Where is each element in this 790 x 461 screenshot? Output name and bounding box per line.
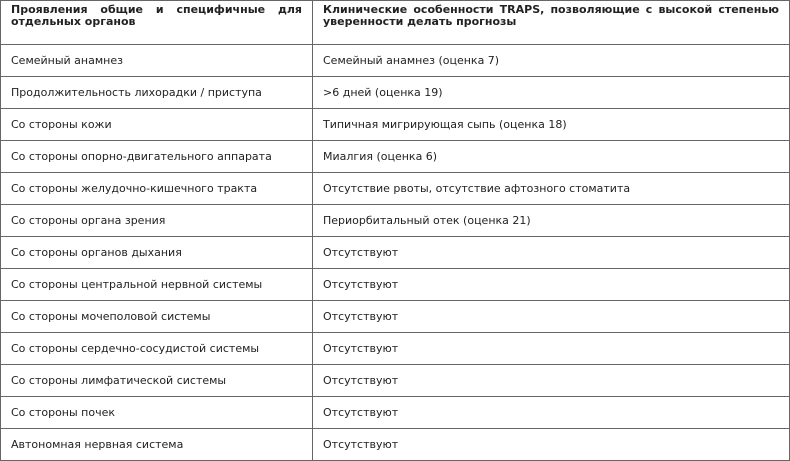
table-row xyxy=(1,333,790,365)
table-row xyxy=(1,45,790,77)
cell-manifestation: Со стороны кожи xyxy=(1,109,313,141)
cell-feature: Отсутствуют xyxy=(313,269,790,301)
cell-feature: Отсутствуют xyxy=(313,397,790,429)
table-row xyxy=(1,301,790,333)
cell-feature: >6 дней (оценка 19) xyxy=(313,77,790,109)
table-row xyxy=(1,269,790,301)
cell-feature: Отсутствуют xyxy=(313,429,790,461)
cell-manifestation: Со стороны органа зрения xyxy=(1,205,313,237)
table-row xyxy=(1,237,790,269)
cell-manifestation: Со стороны лимфатической системы xyxy=(1,365,313,397)
cell-manifestation: Со стороны центральной нервной системы xyxy=(1,269,313,301)
cell-manifestation: Продолжительность лихорадки / приступа xyxy=(1,77,313,109)
header-clinical-features: Клинические особенности TRAPS, позволяющие с высокой степенью уверенности делать прогнозы xyxy=(313,1,790,45)
cell-feature: Отсутствуют xyxy=(313,333,790,365)
table-row xyxy=(1,141,790,173)
cell-manifestation: Автономная нервная система xyxy=(1,429,313,461)
cell-feature: Отсутствуют xyxy=(313,237,790,269)
cell-manifestation: Со стороны мочеполовой системы xyxy=(1,301,313,333)
table-row xyxy=(1,429,790,461)
cell-manifestation: Семейный анамнез xyxy=(1,45,313,77)
table-header-row xyxy=(1,1,790,45)
cell-feature: Отсутствие рвоты, отсутствие афтозного стоматита xyxy=(313,173,790,205)
cell-manifestation: Со стороны органов дыхания xyxy=(1,237,313,269)
cell-feature: Отсутствуют xyxy=(313,365,790,397)
cell-feature: Периорбитальный отек (оценка 21) xyxy=(313,205,790,237)
cell-manifestation: Со стороны желудочно-кишечного тракта xyxy=(1,173,313,205)
cell-manifestation: Со стороны сердечно-сосудистой системы xyxy=(1,333,313,365)
table-row xyxy=(1,77,790,109)
cell-feature: Семейный анамнез (оценка 7) xyxy=(313,45,790,77)
table-row xyxy=(1,205,790,237)
table-row xyxy=(1,365,790,397)
cell-feature: Миалгия (оценка 6) xyxy=(313,141,790,173)
table-body xyxy=(1,45,790,461)
cell-manifestation: Со стороны опорно-двигательного аппарата xyxy=(1,141,313,173)
table-row xyxy=(1,109,790,141)
cell-manifestation: Со стороны почек xyxy=(1,397,313,429)
cell-feature: Типичная мигрирующая сыпь (оценка 18) xyxy=(313,109,790,141)
header-manifestations: Проявления общие и специфичные для отдельных органов xyxy=(1,1,313,45)
cell-feature: Отсутствуют xyxy=(313,301,790,333)
table-row xyxy=(1,173,790,205)
table-row xyxy=(1,397,790,429)
